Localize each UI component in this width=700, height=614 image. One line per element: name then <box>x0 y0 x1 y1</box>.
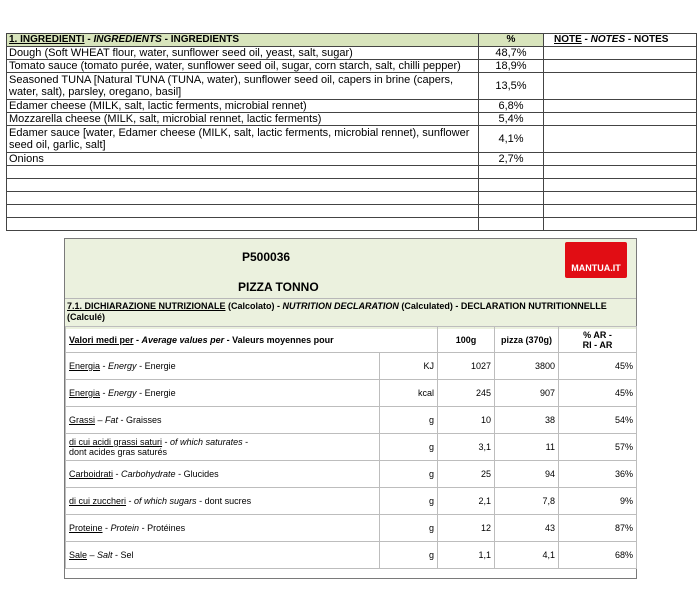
nutrient-it: di cui acidi grassi saturi <box>69 437 163 447</box>
nutrient-fr: Glucides <box>183 469 219 479</box>
empty-cell <box>544 179 697 192</box>
ingredients-title-en: INGREDIENTS <box>93 34 162 45</box>
nutrient-per-pizza: 43 <box>495 515 559 542</box>
ingredient-row <box>7 73 697 100</box>
nutrition-row <box>66 461 637 488</box>
nutrient-per-100g: 245 <box>438 380 495 407</box>
nutrient-en: Energy <box>108 388 137 398</box>
notes-fr: NOTES <box>634 34 669 45</box>
ingredients-title-it: 1. INGREDIENTI <box>9 34 85 45</box>
empty-cell <box>7 205 479 218</box>
nutrient-fr: Energie <box>144 361 176 371</box>
empty-row <box>7 179 697 192</box>
nutrition-body <box>66 353 637 569</box>
ingredient-pct: 4,1% <box>479 126 544 153</box>
nutrient-en: Fat <box>105 415 119 425</box>
empty-cell <box>544 166 697 179</box>
nutrient-per-pizza: 38 <box>495 407 559 434</box>
nutrient-en: Energy <box>108 361 137 371</box>
ingredients-title-fr: INGREDIENTS <box>170 34 240 45</box>
nutrient-per-pizza: 4,1 <box>495 542 559 569</box>
nutrient-en: Salt <box>97 550 113 560</box>
empty-cell <box>479 179 544 192</box>
ingredient-note <box>544 60 697 73</box>
ingredient-name: Tomato sauce (tomato purée, water, sunflower seed oil, sugar, corn starch, salt, chilli pepper) <box>7 60 479 73</box>
declaration-it-calc: (Calcolato) <box>228 301 275 311</box>
nutrient-it: Energia <box>69 388 101 398</box>
ingredient-note <box>544 73 697 100</box>
nutrient-ri: 54% <box>559 407 637 434</box>
nutrient-fr: dont acides gras saturés <box>69 447 168 457</box>
nutrient-per-pizza: 7,8 <box>495 488 559 515</box>
nutrient-per-100g: 25 <box>438 461 495 488</box>
nutrition-header-row <box>66 327 637 353</box>
ingredient-note <box>544 113 697 126</box>
ingredient-pct: 18,9% <box>479 60 544 73</box>
ingredient-name: Mozzarella cheese (MILK, salt, microbial rennet, lactic ferments) <box>7 113 479 126</box>
header-en: Average values per <box>141 334 225 345</box>
notes-it: NOTE <box>554 34 582 45</box>
nutrient-it: Proteine <box>69 523 103 533</box>
ingredients-title: 1. INGREDIENTI - INGREDIENTS - INGREDIENTS <box>7 34 479 47</box>
empty-cell <box>7 218 479 231</box>
nutrient-unit: g <box>380 515 438 542</box>
empty-cell <box>544 205 697 218</box>
nutrient-fr: Sel <box>120 550 134 560</box>
nutrient-ri: 9% <box>559 488 637 515</box>
nutrition-row <box>66 515 637 542</box>
nutrition-declaration-title: 7.1. DICHIARAZIONE NUTRIZIONALE (Calcolato) - NUTRITION DECLARATION (Calculated) - DECLARATION NUTRITIONNELLE (Calculé) <box>65 298 636 329</box>
nutrient-en: of which saturates <box>170 437 243 447</box>
ingredient-pct: 48,7% <box>479 47 544 60</box>
ingredient-pct: 13,5% <box>479 73 544 100</box>
nutrient-ri: 68% <box>559 542 637 569</box>
nutrient-unit: g <box>380 461 438 488</box>
nutrient-per-100g: 12 <box>438 515 495 542</box>
nutrient-fr: dont sucres <box>204 496 252 506</box>
ingredients-pct-header: % <box>479 34 544 47</box>
nutrient-unit: g <box>380 407 438 434</box>
nutrition-row <box>66 434 637 461</box>
nutrient-label: Grassi – Fat - Graisses <box>66 407 380 434</box>
empty-row <box>7 166 697 179</box>
header-ri-line1: % AR - <box>583 329 612 340</box>
ingredient-name: Dough (Soft WHEAT flour, water, sunflower seed oil, yeast, salt, sugar) <box>7 47 479 60</box>
nutrition-row <box>66 488 637 515</box>
nutrient-label: di cui zuccheri - of which sugars - dont sucres <box>66 488 380 515</box>
header-fr: Valeurs moyennes pour <box>232 334 334 345</box>
nutrient-per-100g: 1027 <box>438 353 495 380</box>
ingredient-row <box>7 60 697 73</box>
ingredient-name: Edamer sauce [water, Edamer cheese (MILK, salt, lactic ferments, microbial rennet), sunflower seed oil, garlic, salt] <box>7 126 479 153</box>
empty-cell <box>479 218 544 231</box>
empty-cell <box>479 192 544 205</box>
nutrition-table <box>65 326 637 569</box>
nutrient-en: Carbohydrate <box>121 469 176 479</box>
header-ri-line2: RI - AR <box>582 339 613 350</box>
declaration-fr: DECLARATION NUTRITIONNELLE (Calculé) <box>67 301 607 322</box>
nutrient-fr: Graisses <box>126 415 162 425</box>
nutrient-fr: Energie <box>144 388 176 398</box>
nutrient-ri: 45% <box>559 380 637 407</box>
ingredient-pct: 2,7% <box>479 153 544 166</box>
nutrition-row <box>66 542 637 569</box>
ingredient-note <box>544 126 697 153</box>
nutrient-label: Sale – Salt - Sel <box>66 542 380 569</box>
ingredients-notes-header: NOTE - NOTES - NOTES <box>544 34 697 47</box>
header-ri <box>559 327 637 353</box>
nutrient-label: Energia - Energy - Energie <box>66 353 380 380</box>
ingredient-note <box>544 153 697 166</box>
ingredient-row <box>7 100 697 113</box>
empty-cell <box>7 166 479 179</box>
ingredients-table <box>6 33 697 231</box>
nutrition-row <box>66 353 637 380</box>
nutrient-label: Energia - Energy - Energie <box>66 380 380 407</box>
nutrition-row <box>66 407 637 434</box>
ingredient-row <box>7 47 697 60</box>
ingredient-pct: 6,8% <box>479 100 544 113</box>
nutrient-ri: 36% <box>559 461 637 488</box>
nutrient-label: Proteine - Protein - Protéines <box>66 515 380 542</box>
empty-cell <box>7 192 479 205</box>
ingredient-pct: 5,4% <box>479 113 544 126</box>
empty-cell <box>7 179 479 192</box>
ingredient-name: Seasoned TUNA [Natural TUNA (TUNA, water), sunflower seed oil, capers in brine (capers, water, salt), parsley, oregano, basil] <box>7 73 479 100</box>
nutrient-label: Carboidrati - Carbohydrate - Glucides <box>66 461 380 488</box>
nutrient-en: Protein <box>110 523 140 533</box>
declaration-en-calc: (Calculated) <box>401 301 453 311</box>
nutrient-per-100g: 1,1 <box>438 542 495 569</box>
nutrient-ri: 57% <box>559 434 637 461</box>
notes-en: NOTES <box>590 34 626 45</box>
ingredients-header-row <box>7 34 697 47</box>
nutrient-unit: KJ <box>380 353 438 380</box>
nutrient-per-pizza: 11 <box>495 434 559 461</box>
nutrient-ri: 87% <box>559 515 637 542</box>
nutrient-it: di cui zuccheri <box>69 496 127 506</box>
nutrient-label: di cui acidi grassi saturi - of which saturates - dont acides gras saturés <box>66 434 380 461</box>
empty-row <box>7 192 697 205</box>
header-pizza: pizza (370g) <box>495 327 559 353</box>
nutrient-ri: 45% <box>559 353 637 380</box>
product-header <box>65 239 636 298</box>
ingredient-note <box>544 100 697 113</box>
empty-row <box>7 218 697 231</box>
ingredient-name: Edamer cheese (MILK, salt, lactic ferments, microbial rennet) <box>7 100 479 113</box>
nutrient-per-pizza: 907 <box>495 380 559 407</box>
ingredient-note <box>544 47 697 60</box>
nutrient-it: Carboidrati <box>69 469 114 479</box>
nutrient-per-100g: 3,1 <box>438 434 495 461</box>
nutrient-it: Sale <box>69 550 88 560</box>
empty-cell <box>544 192 697 205</box>
logo-text: MANTUA.IT <box>571 263 621 273</box>
header-it: Valori medi per <box>69 334 134 345</box>
ingredient-row <box>7 113 697 126</box>
mantua-logo <box>565 242 627 278</box>
product-code: P500036 <box>242 250 291 264</box>
ingredient-row <box>7 126 697 153</box>
nutrition-header-label: Valori medi per - Average values per - Valeurs moyennes pour <box>66 327 438 353</box>
nutrient-it: Energia <box>69 361 101 371</box>
header-100g: 100g <box>438 327 495 353</box>
nutrient-per-pizza: 3800 <box>495 353 559 380</box>
nutrient-per-100g: 10 <box>438 407 495 434</box>
nutrient-unit: kcal <box>380 380 438 407</box>
nutrient-unit: g <box>380 542 438 569</box>
nutrient-fr: Protéines <box>147 523 186 533</box>
nutrient-en: of which sugars <box>134 496 197 506</box>
declaration-en: NUTRITION DECLARATION <box>282 301 399 311</box>
nutrition-panel <box>64 238 637 579</box>
empty-cell <box>544 218 697 231</box>
nutrient-per-100g: 2,1 <box>438 488 495 515</box>
declaration-it: 7.1. DICHIARAZIONE NUTRIZIONALE <box>67 301 226 311</box>
nutrient-it: Grassi <box>69 415 96 425</box>
nutrient-unit: g <box>380 488 438 515</box>
nutrient-per-pizza: 94 <box>495 461 559 488</box>
ingredient-name: Onions <box>7 153 479 166</box>
ingredient-row <box>7 153 697 166</box>
empty-cell <box>479 166 544 179</box>
nutrient-unit: g <box>380 434 438 461</box>
nutrition-row <box>66 380 637 407</box>
product-name: PIZZA TONNO <box>238 280 319 294</box>
empty-row <box>7 205 697 218</box>
empty-cell <box>479 205 544 218</box>
